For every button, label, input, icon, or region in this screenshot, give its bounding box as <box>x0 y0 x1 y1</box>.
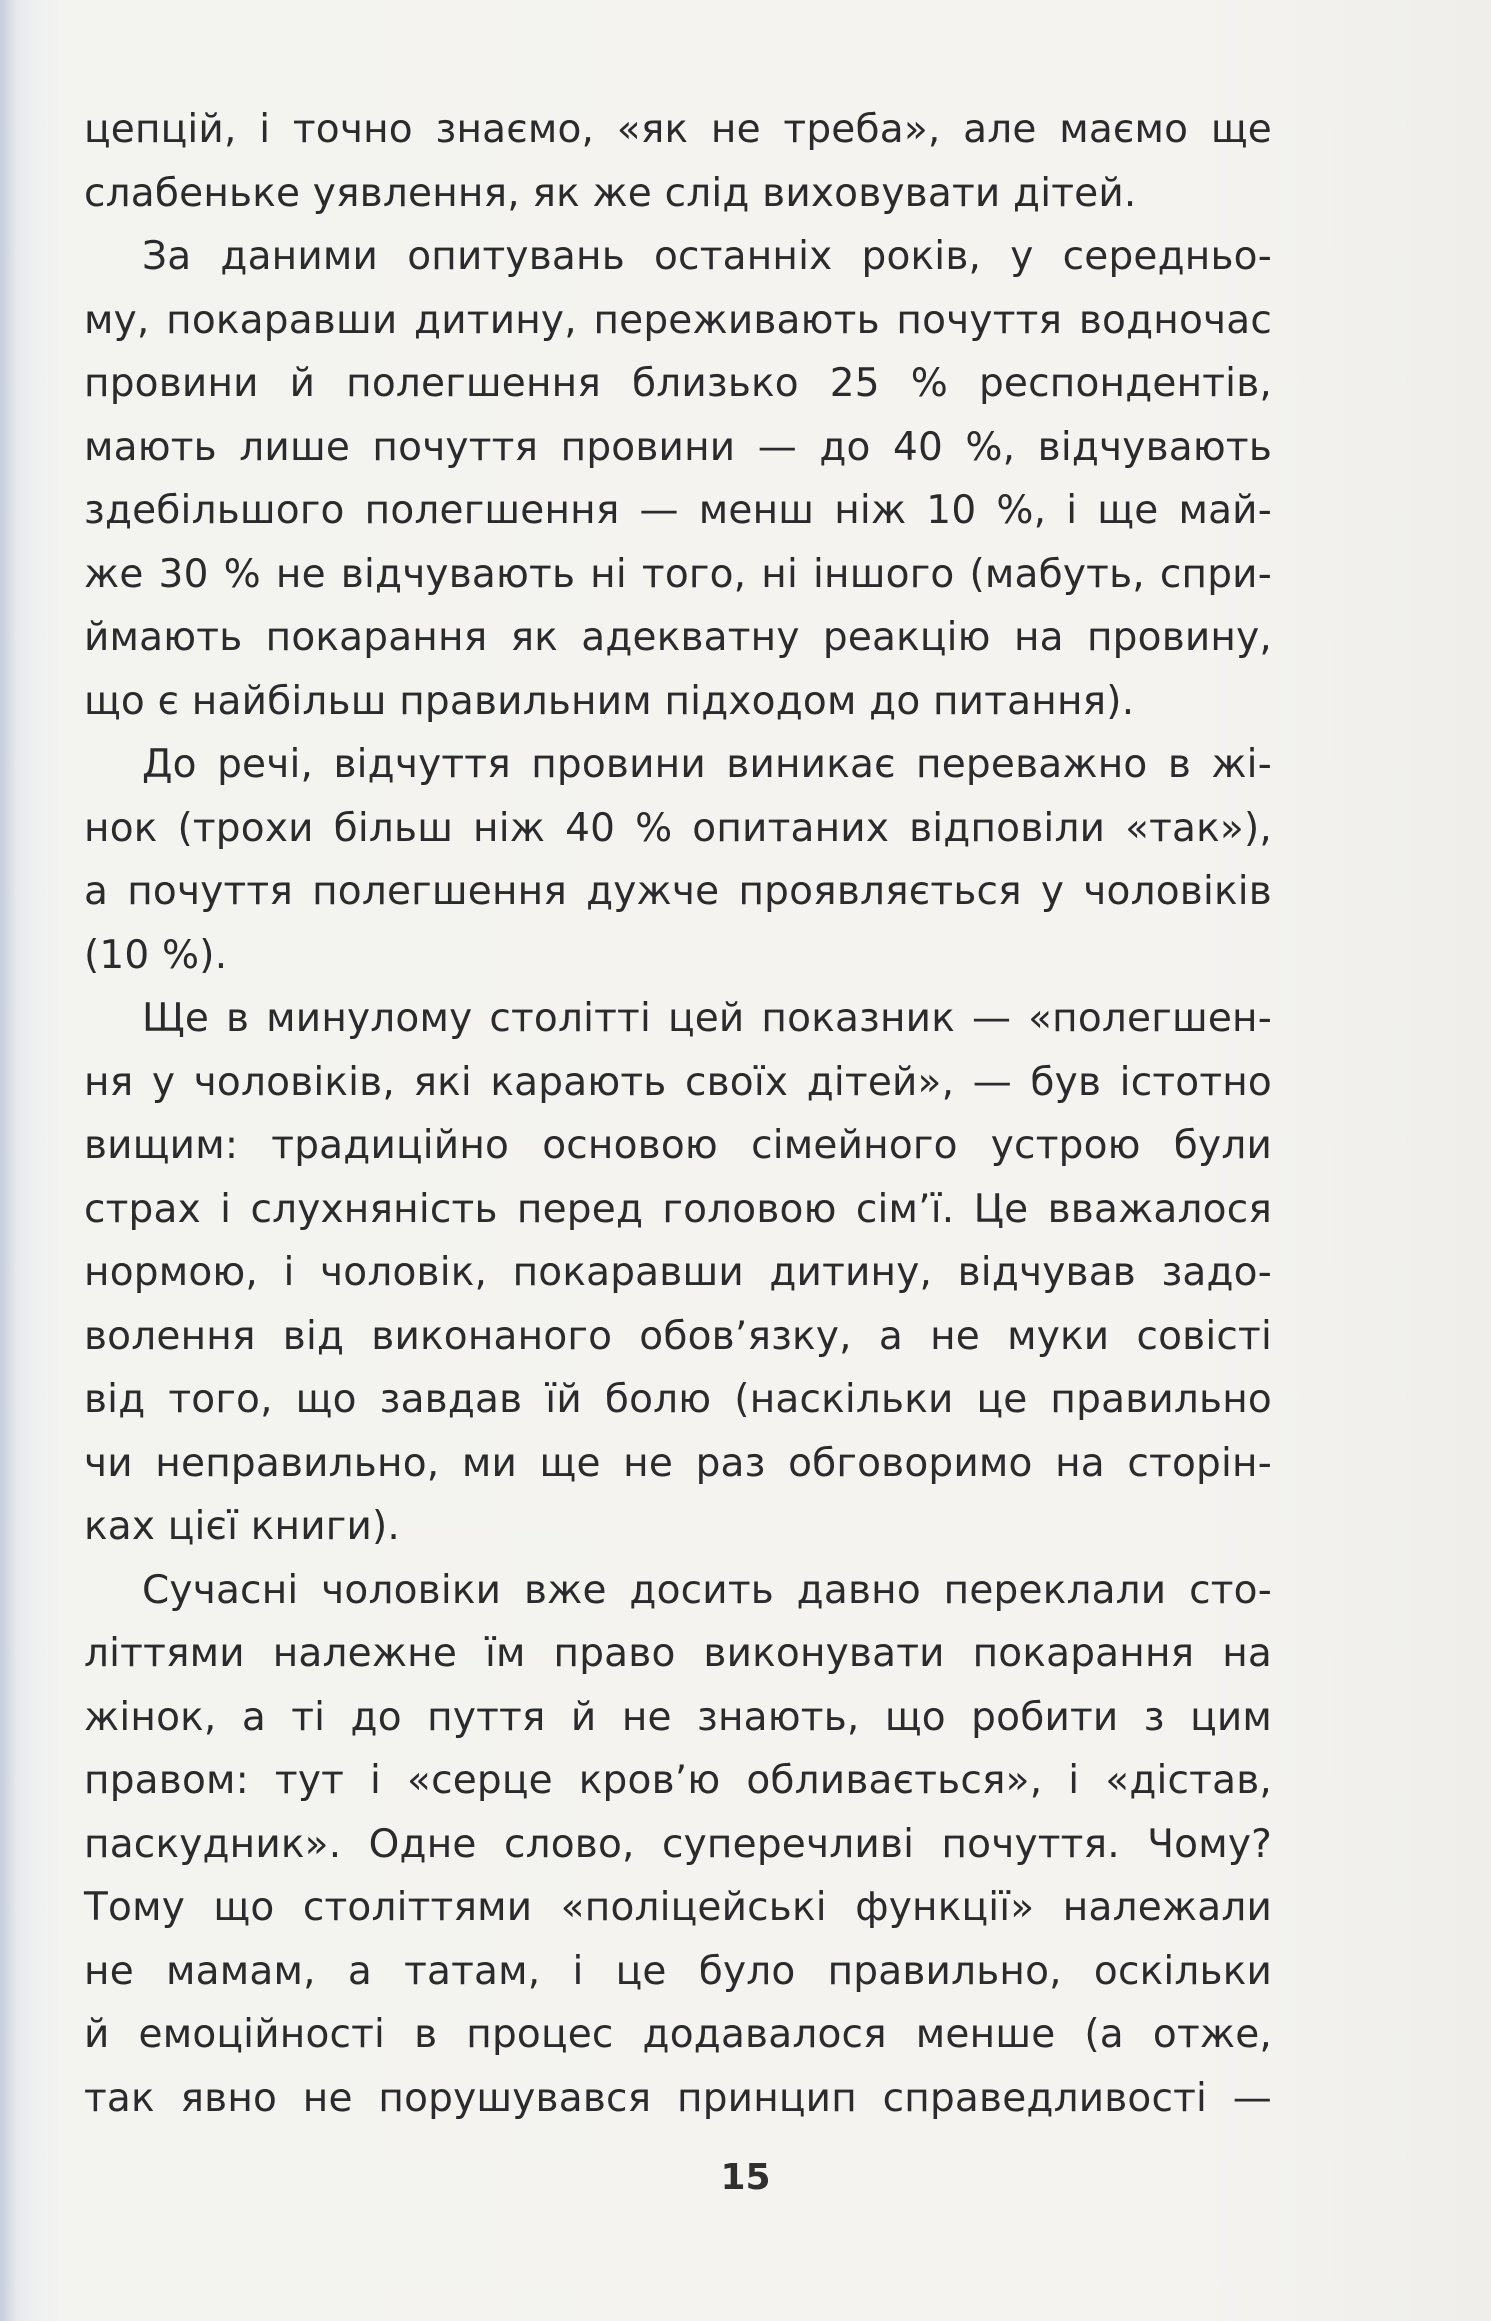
text-line-4: му, покаравши дитину, переживають почуття водночас <box>84 297 1272 343</box>
text-line-7: здебільшого полегшення — менш ніж 10 %, і ще май- <box>84 488 1272 533</box>
text-line-27: правом: тут і «серце кров’ю обливається», і «дістав, <box>84 1758 1272 1803</box>
text-line-13: а почуття полегшення дужче проявляється у чоловіків <box>84 869 1272 914</box>
text-line-22: чи неправильно, ми ще не раз обговоримо на сторін- <box>84 1440 1272 1486</box>
text-line-32: так явно не порушувався принцип справедливості — <box>84 2075 1272 2121</box>
text-line-6: мають лише почуття провини — до 40 %, відчувають <box>84 424 1272 470</box>
text-line-20: волення від виконаного обов’язку, а не муки совісті <box>84 1313 1272 1359</box>
text-line-8: же 30 % не відчувають ні того, ні іншого (мабуть, спри- <box>84 551 1272 597</box>
text-line-21: від того, що завдав їй болю (наскільки це правильно <box>84 1377 1272 1422</box>
text-line-5: провини й полегшення близько 25 % респондентів, <box>84 361 1272 406</box>
text-line-18: страх і слухняність перед головою сім’ї. Це вважалося <box>84 1186 1272 1232</box>
body-text <box>84 98 1272 2130</box>
text-line-28: паскудник». Одне слово, суперечливі почуття. Чому? <box>84 1821 1272 1867</box>
text-line-17: вищим: традиційно основою сімейного устрою були <box>84 1123 1272 1168</box>
text-line-10: що є найбільш правильним підходом до питання). <box>84 678 1135 724</box>
text-line-11: До речі, відчуття провини виникає переважно в жі- <box>142 742 1272 787</box>
text-line-1: цепцій, і точно знаємо, «як не треба», але маємо ще <box>84 107 1272 152</box>
text-line-15: Ще в минулому столітті цей показник — «полегшен- <box>142 996 1272 1041</box>
text-line-30: не мамам, а татам, і це було правильно, оскільки <box>84 1948 1272 1994</box>
text-line-31: й емоційності в процес додавалося менше (а отже, <box>84 2012 1272 2057</box>
page-number: 15 <box>720 2157 771 2198</box>
text-line-14: (10 %). <box>84 932 228 978</box>
text-line-12: нок (трохи більш ніж 40 % опитаних відповіли «так»), <box>84 805 1272 851</box>
text-line-2: слабеньке уявлення, як же слід виховувати дітей. <box>84 170 1137 216</box>
page-edge-shadow <box>0 0 34 2321</box>
text-line-29: Тому що століттями «поліцейські функції» належали <box>84 1885 1272 1930</box>
text-line-25: літтями належне їм право виконувати покарання на <box>84 1631 1272 1676</box>
text-line-3: За даними опитувань останніх років, у середньо- <box>142 234 1272 279</box>
text-line-23: ках цієї книги). <box>84 1504 400 1549</box>
text-line-16: ня у чоловіків, які карають своїх дітей», — був істотно <box>84 1059 1272 1105</box>
text-line-9: ймають покарання як адекватну реакцію на провину, <box>84 615 1272 660</box>
text-line-19: нормою, і чоловік, покаравши дитину, відчував задо- <box>84 1250 1272 1295</box>
text-line-26: жінок, а ті до пуття й не знають, що робити з цим <box>84 1694 1272 1740</box>
text-line-24: Сучасні чоловіки вже досить давно переклали сто- <box>142 1567 1272 1613</box>
